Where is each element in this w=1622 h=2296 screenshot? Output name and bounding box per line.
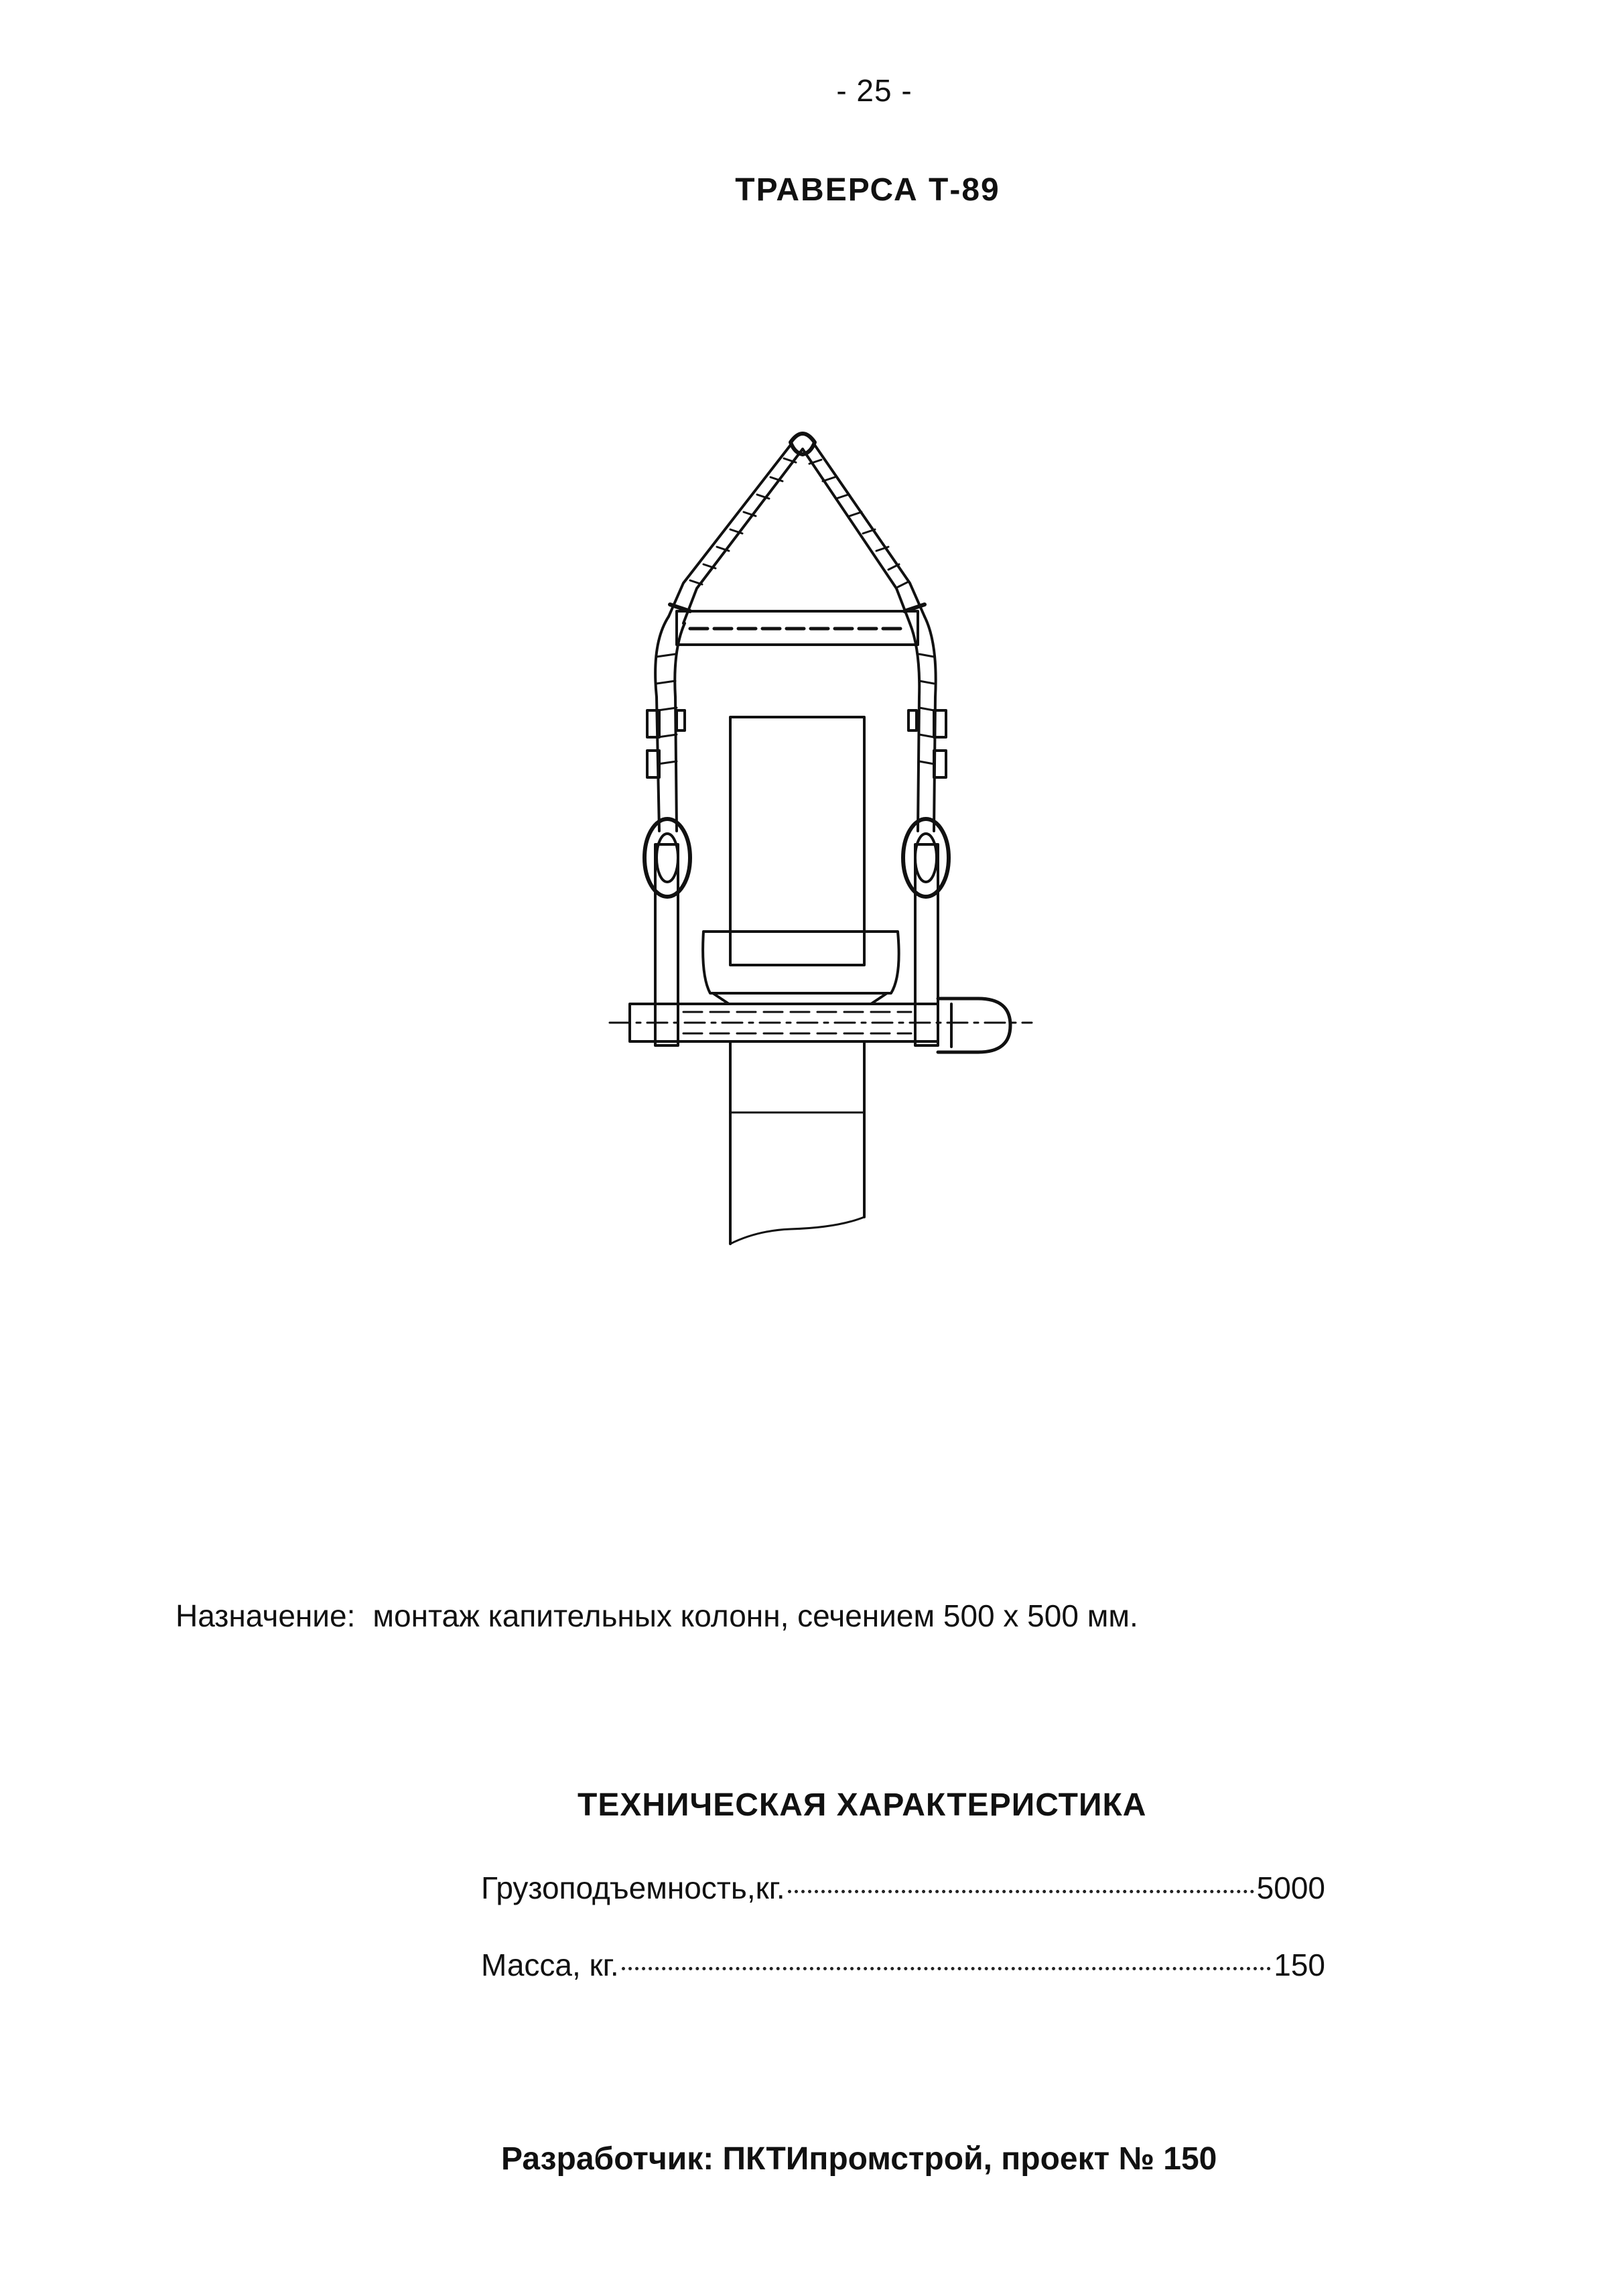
spreader-beam: [670, 604, 925, 645]
spec-heading: ТЕХНИЧЕСКАЯ ХАРАКТЕРИСТИКА: [578, 1787, 1147, 1823]
spec-value: 5000: [1256, 1870, 1325, 1905]
spec-row-capacity: [481, 1870, 1325, 1906]
shackle-right: [903, 819, 949, 897]
purpose-label: Назначение:: [176, 1598, 356, 1633]
column-lower: [730, 1041, 864, 1244]
purpose-statement: [176, 1598, 1138, 1634]
spec-row-mass: [481, 1947, 1325, 1983]
shackle-left: [645, 819, 690, 897]
developer-credit: Разработчик: ПКТИпромстрой, проект № 150: [501, 2141, 1217, 2177]
sling-left: [669, 445, 803, 623]
dot-leader: [622, 1967, 1272, 1970]
purpose-text: монтаж капительных колонн, сечением 500 х 500 мм.: [373, 1598, 1138, 1633]
column-upper: [730, 717, 864, 965]
sling-right: [803, 445, 925, 623]
side-straps: [647, 617, 946, 831]
spec-label: Масса, кг.: [481, 1948, 619, 1982]
spec-value: 150: [1274, 1948, 1325, 1982]
traverse-drawing: [590, 416, 1099, 1287]
capital-plate: [703, 932, 899, 993]
spec-label: Грузоподъемность,кг.: [481, 1870, 785, 1905]
document-title: ТРАВЕРСА Т-89: [735, 172, 1000, 208]
dot-leader: [788, 1890, 1254, 1893]
page-number: - 25 -: [836, 73, 913, 108]
